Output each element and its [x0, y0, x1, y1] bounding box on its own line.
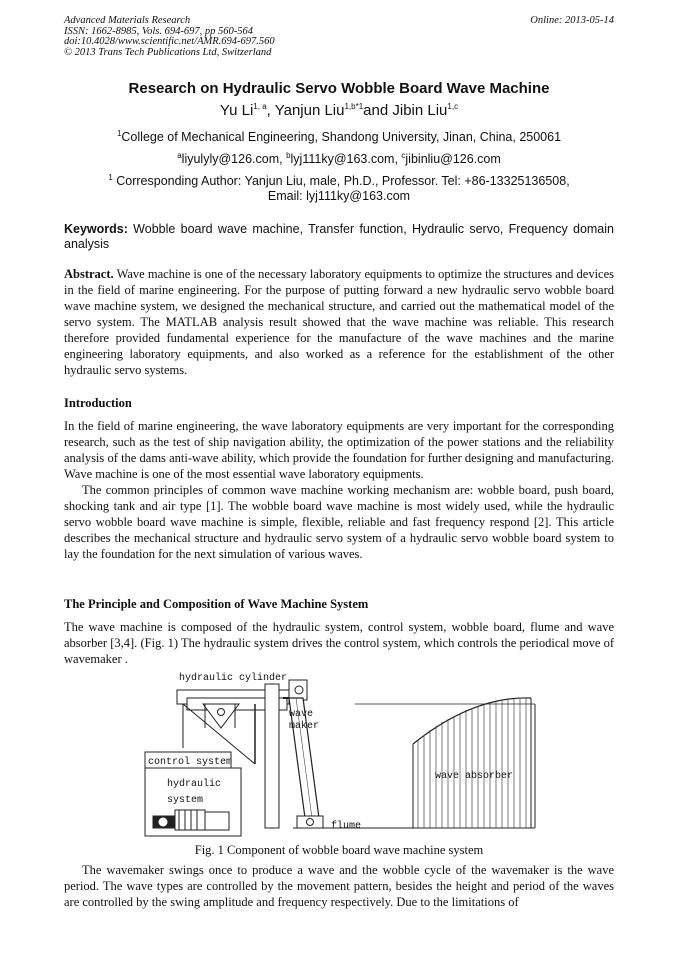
keywords-text: Wobble board wave machine, Transfer function, Hydraulic servo, Frequency domain analysis [64, 222, 614, 251]
affiliation-sup: 1 [116, 128, 122, 138]
principle-heading: The Principle and Composition of Wave Machine System [64, 597, 369, 611]
author-2: , Yanjun Liu [266, 102, 345, 119]
label-flume: flume [331, 821, 362, 832]
principle-paragraph-1: The wave machine is composed of the hydraulic system, control system, wobble board, flume and wave absorber [3,4]. (Fig. 1) The hydraulic system drives the control system, which controls the periodical move of wavemaker . [64, 620, 614, 666]
label-wave-absorber: wave absorber [435, 771, 514, 782]
abstract-label: Abstract. [64, 267, 114, 281]
intro-body [64, 418, 614, 562]
email-c: jibinliu@126.com [405, 152, 501, 166]
running-header [64, 16, 275, 58]
email-line [64, 152, 614, 166]
author-line [64, 102, 614, 119]
email-a: liyulyly@126.com, [181, 152, 287, 166]
paper-title: Research on Hydraulic Servo Wobble Board Wave Machine [128, 80, 550, 97]
author-3-sup: 1,c [447, 102, 459, 111]
support-column [265, 684, 279, 828]
abstract [64, 266, 614, 378]
email-b-sup: b [286, 150, 291, 160]
keywords [64, 222, 614, 252]
label-system: system [167, 795, 204, 806]
journal-name: Advanced Materials Research [64, 15, 191, 26]
intro-heading: Introduction [64, 396, 132, 410]
label-control-system: control system [148, 757, 233, 768]
corresponding-line-2: Email: lyj111ky@163.com [267, 189, 411, 203]
label-hydraulic: hydraulic [167, 779, 222, 790]
affiliation-text: College of Mechanical Engineering, Shandong University, Jinan, China, 250061 [121, 130, 562, 144]
email-c-sup: c [401, 150, 406, 160]
label-wave: wave [289, 709, 314, 720]
email-b: lyj111ky@163.com, [290, 152, 402, 166]
corresponding-line-1: Corresponding Author: Yanjun Liu, male, Ph.D., Professor. Tel: +86-13325136508, [112, 174, 570, 188]
intro-paragraph-1: In the field of marine engineering, the wave laboratory equipments are very important for the corresponding research, such as the test of ship navigation ability, the optimization of the power stations and the reliability analysis of the dams anti-wave ability, which provide the foundation for further designing and manufacturing. Wave machine is one of the most essential wave laboratory equipments. [64, 419, 614, 481]
intro-paragraph-2: The common principles of common wave machine working mechanism are: wobble board, push board, shocking tank and air type [1]. The wobble board wave machine is most widely used, while the hydraulic servo wobble board wave machine is simple, flexible, reliable and fast frequency respond [2]. This article describes the mechanical structure and hydraulic servo system of a hydraulic servo wobble board system to lay the foundation for the next simulation of various waves. [64, 483, 614, 561]
label-maker: maker [289, 721, 320, 732]
principle-paragraph-2: The wavemaker swings once to produce a wave and the wobble cycle of the wavemaker is the wave period. The wave types are controlled by the movement pattern, besides the height and period of the waves are controlled by the swing amplitude and frequency respectively. Due to the limitations of [64, 863, 614, 909]
figure-caption: Fig. 1 Component of wobble board wave machine system [194, 843, 484, 857]
corresponding-author [64, 174, 614, 204]
author-3: and Jibin Liu [363, 102, 448, 119]
abstract-text: Wave machine is one of the necessary laboratory equipments to optimize the structures and devices in the field of marine engineering. For the purpose of putting forward a new hydraulic servo wobble board wave machine system, we designed the mechanical structure, and carried out the mathematical model of the servo system. The MATLAB analysis result showed that the wave machine was reliable. This research therefore provided fundamental experience for the manufacture of the wave machines and the marine engineering laboratory equipments, and also worked as a reference for the establishment of the other hydraulic servo systems. [64, 267, 614, 377]
copyright-line: © 2013 Trans Tech Publications Ltd, Switzerland [64, 46, 272, 58]
keywords-label: Keywords: [64, 222, 128, 236]
author-2-sup: 1,b*1 [344, 102, 364, 111]
online-date: Online: 2013-05-14 [530, 15, 614, 26]
author-1-sup: 1, a [253, 102, 267, 111]
author-1: Yu Li [219, 102, 254, 119]
issn-line: ISSN: 1662-8985, Vols. 694-697, pp 560-564 [64, 25, 253, 37]
email-a-sup: a [177, 150, 182, 160]
figure-1 [143, 668, 540, 840]
corresponding-sup: 1 [108, 172, 113, 182]
affiliation [64, 130, 614, 144]
doi-line: doi:10.4028/www.scientific.net/AMR.694-697.560 [64, 36, 275, 48]
label-hydraulic-cylinder: hydraulic cylinder [179, 673, 288, 684]
